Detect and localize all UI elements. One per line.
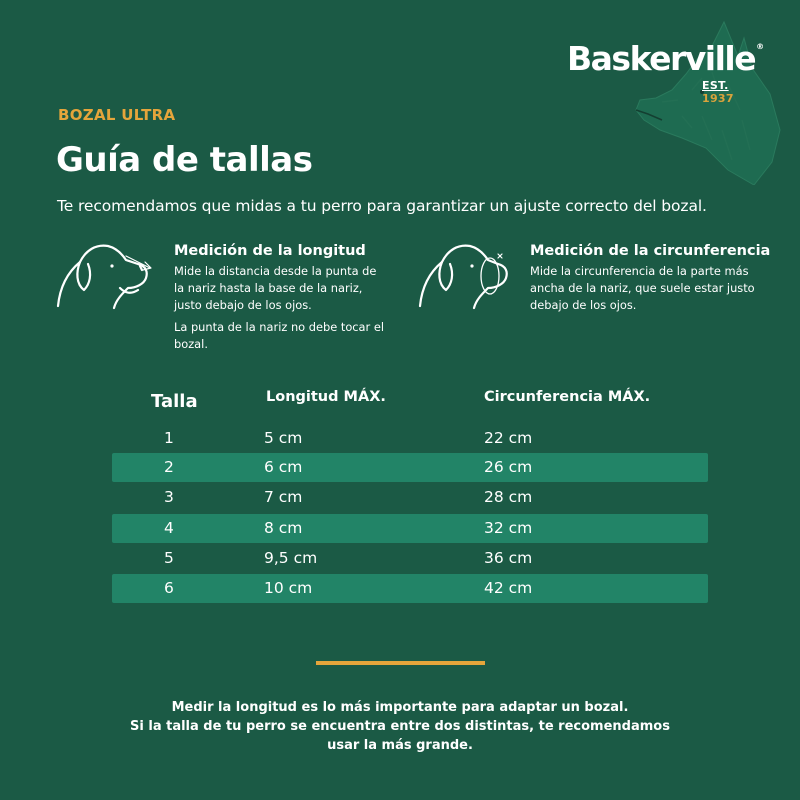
table-row [112, 574, 708, 603]
table-row [112, 483, 708, 512]
registered-mark: ® [756, 42, 765, 51]
dog-circumference-icon [418, 238, 512, 310]
table-header-size: Talla [151, 391, 198, 412]
length-measurement [174, 243, 386, 358]
length-measurement-desc: Mide la distancia desde la punta de la nariz hasta la base de la nariz, justo debajo de los ojos. [174, 264, 377, 312]
brand-est-label: EST. [702, 79, 729, 92]
cell-length: 5 cm [264, 429, 303, 447]
length-measurement-title: Medición de la longitud [174, 243, 366, 259]
page-title: Guía de tallas [56, 140, 313, 180]
cell-length: 9,5 cm [264, 549, 318, 567]
circumference-measurement [530, 243, 771, 319]
brand-name: Baskerville ® [567, 39, 765, 78]
footer-line-2: Si la talla de tu perro se encuentra entre dos distintas, te recomendamos [130, 719, 670, 734]
cell-size: 4 [164, 519, 174, 537]
cell-length: 10 cm [264, 579, 313, 597]
dog-length-icon [56, 238, 160, 310]
table-row [112, 424, 708, 453]
cell-length: 7 cm [264, 488, 303, 506]
brand-logo [567, 39, 765, 105]
table-row [112, 453, 708, 482]
cell-circumference: 36 cm [484, 549, 533, 567]
brand-est-year: 1937 [702, 92, 734, 105]
intro-text: Te recomendamos que midas a tu perro para garantizar un ajuste correcto del bozal. [57, 197, 707, 215]
table-header-circumference: Circunferencia MÁX. [484, 389, 651, 405]
cell-size: 3 [164, 488, 174, 506]
footer-note [0, 698, 800, 755]
cell-size: 2 [164, 458, 174, 476]
cell-length: 8 cm [264, 519, 303, 537]
product-eyebrow: BOZAL ULTRA [58, 106, 176, 124]
footer-line-3: usar la más grande. [327, 738, 473, 753]
footer-line-1: Medir la longitud es lo más importante para adaptar un bozal. [171, 700, 629, 715]
cell-size: 5 [164, 549, 174, 567]
cell-size: 6 [164, 579, 174, 597]
cell-circumference: 26 cm [484, 458, 533, 476]
length-measurement-note: La punta de la nariz no debe tocar el bozal. [174, 320, 385, 351]
table-row [112, 544, 708, 573]
table-header-length: Longitud MÁX. [266, 389, 386, 405]
cell-length: 6 cm [264, 458, 303, 476]
accent-divider [316, 661, 485, 665]
cell-size: 1 [164, 429, 174, 447]
table-row [112, 514, 708, 543]
brand-established [702, 79, 762, 105]
cell-circumference: 28 cm [484, 488, 533, 506]
cell-circumference: 42 cm [484, 579, 533, 597]
cell-circumference: 22 cm [484, 429, 533, 447]
circumference-measurement-title: Medición de la circunferencia [530, 243, 771, 259]
circumference-measurement-desc: Mide la circunferencia de la parte más ancha de la nariz, que suele estar justo debajo de los ojos. [530, 264, 755, 312]
cell-circumference: 32 cm [484, 519, 533, 537]
